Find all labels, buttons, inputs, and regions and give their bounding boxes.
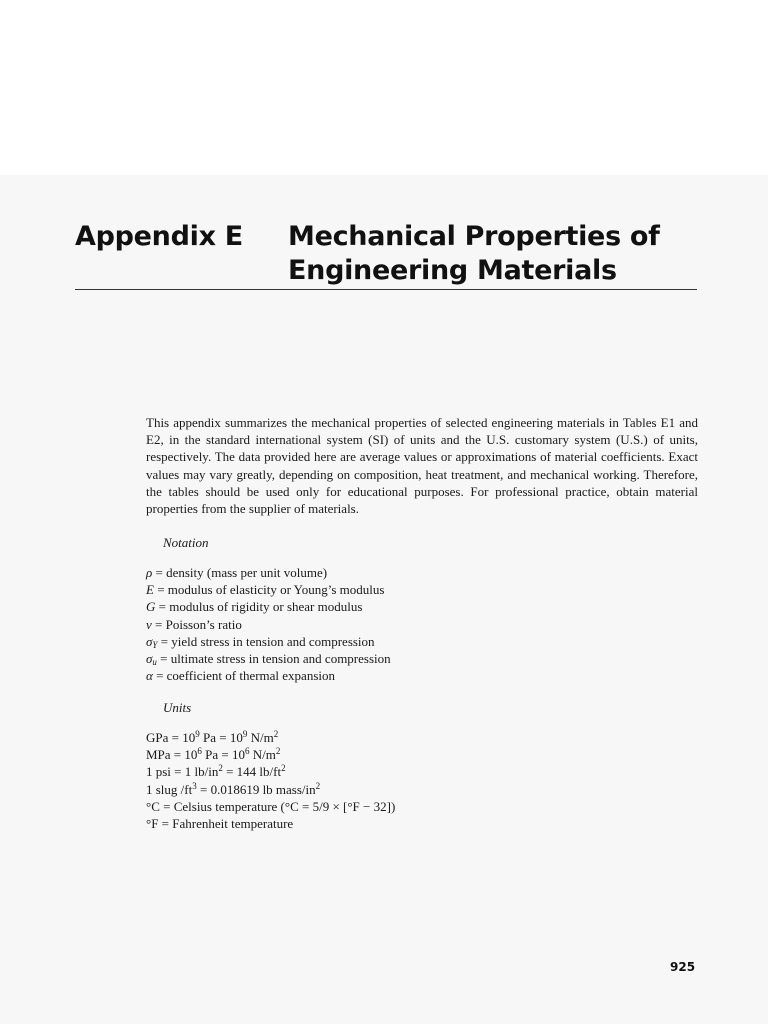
notation-text: = Poisson’s ratio [155,616,242,632]
unit-superscript: 2 [273,729,279,739]
unit-text: Pa = 10 [199,730,243,745]
notation-item-youngs-modulus [146,581,391,598]
unit-text: 1 psi = 1 lb/in [146,764,219,780]
notation-text: = yield stress in tension and compression [160,633,375,649]
unit-superscript: 2 [281,763,286,774]
notation-item-shear-modulus [146,598,391,615]
notation-symbol: G [146,599,156,615]
header-rule [75,289,697,290]
unit-superscript: 9 [195,729,200,739]
notation-subscript: Y [152,639,158,650]
unit-superscript: 6 [244,746,250,757]
appendix-title-line-1: Mechanical Properties of [288,221,660,252]
appendix-label: Appendix E [75,221,243,252]
unit-superscript: 2 [315,780,321,791]
unit-text: 1 slug /ft [146,781,193,797]
notation-item-yield-stress [146,633,391,650]
unit-text: N/m [247,730,274,745]
notation-text: = ultimate stress in tension and compression [160,651,391,667]
appendix-title [288,220,708,288]
notation-symbol: ρ [146,565,153,580]
notation-symbol: α [146,668,153,684]
notation-subscript: u [152,657,157,668]
notation-heading: Notation [163,535,209,550]
notation-item-density [146,564,391,581]
unit-superscript: 2 [275,746,281,757]
unit-superscript: 9 [242,729,248,739]
notation-text: = modulus of elasticity or Young’s modulus [157,582,385,598]
unit-superscript: 6 [197,746,202,757]
unit-item-celsius: °C = Celsius temperature (°C = 5/9 × [°F − 32]) [146,798,396,814]
appendix-content [146,414,698,832]
unit-superscript: 3 [192,780,197,791]
notation-text: = density (mass per unit volume) [155,565,328,580]
unit-text: = 0.018619 lb mass/in [196,781,316,797]
notation-text: = coefficient of thermal expansion [156,668,335,684]
page-number: 925 [670,960,696,974]
unit-item-slug [146,781,395,798]
notation-text: = modulus of rigidity or shear modulus [158,599,363,615]
units-heading: Units [163,700,192,715]
unit-text: MPa = 10 [146,747,198,763]
notation-symbol: σ [146,651,153,667]
unit-item-gpa [146,729,395,746]
unit-superscript: 2 [218,763,223,774]
appendix-title-line-2: Engineering Materials [288,255,617,286]
units-list [146,729,395,832]
intro-paragraph: This appendix summarizes the mechanical properties of selected engineering materials in Tables E1 and E2, in the standard international system (SI) of units and the U.S. customary system (U.S.) of units, respectively. The data provided here are average values or approximations of material coefficients. Exact values may vary greatly, depending on composition, heat treatment, and mechanical working. Therefore, the tables should be used only for educational purposes. For professional practice, obtain material properties from the supplier of materials. [146,415,698,517]
unit-item-mpa [146,746,395,763]
notation-list [146,564,391,684]
unit-item-fahrenheit: °F = Fahrenheit temperature [146,816,294,832]
unit-text: N/m [249,747,276,763]
notation-symbol: E [146,582,154,598]
notation-item-ultimate-stress [146,650,391,667]
notation-item-thermal-expansion [146,667,391,684]
notation-item-poissons-ratio [146,616,391,633]
unit-text: Pa = 10 [201,747,245,763]
notation-symbol: σ [146,633,153,649]
unit-text: = 144 lb/ft [222,764,282,780]
unit-item-psi [146,763,395,780]
notation-symbol: ν [146,616,152,632]
unit-text: GPa = 10 [146,730,196,745]
